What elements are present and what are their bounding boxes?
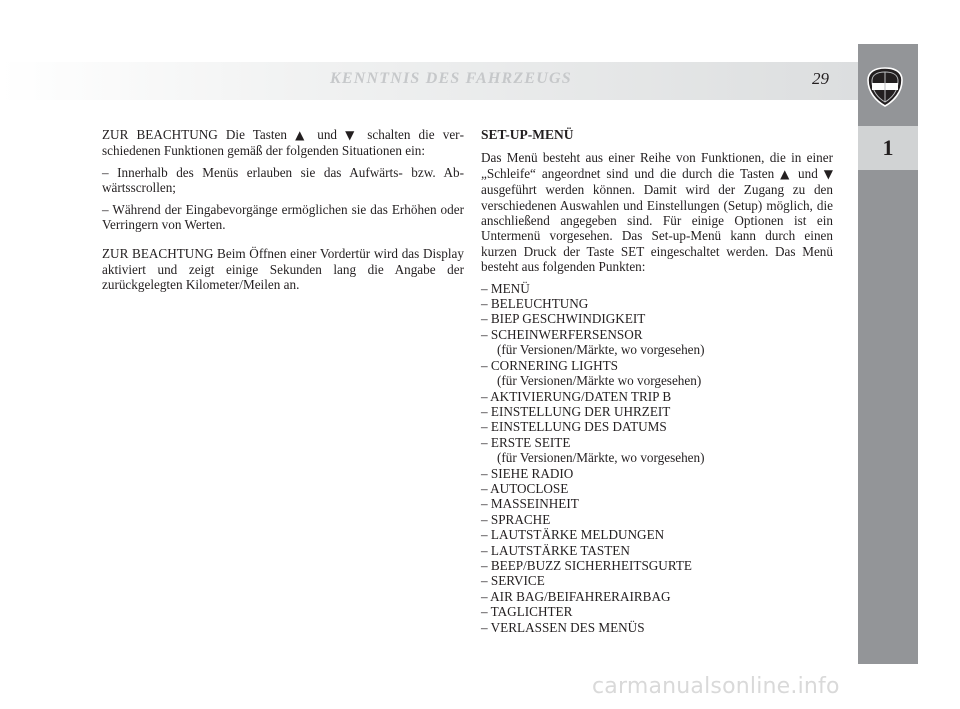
list-item: – SCHEINWERFERSENSOR (für Versionen/Märkte, wo vorgesehen) [481,327,833,358]
running-header-title: KENNTNIS DES FAHRZEUGS [330,70,572,87]
list-item-note: (für Versionen/Märkte, wo vorgesehen) [497,450,705,466]
list-item: – AIR BAG/BEIFAHRERAIRBAG [481,588,671,604]
list-item: – MASSEINHEIT [481,496,579,512]
left-column [102,127,464,299]
list-item: – AKTIVIERUNG/DATEN TRIP B [481,388,672,404]
note-door: ZUR BEACHTUNG Beim Öffnen einer Vordertür wird das Display aktiviert und zeigt einige Sekunden lang die Angabe der zurückgelegten Kilometer/Meilen an. [102,246,464,293]
list-item: – SERVICE [481,573,545,589]
note-scroll: – Innerhalb des Menüs erlauben sie das Aufwärts- bzw. Abwärtsscrollen; [102,164,464,196]
note-adjust: – Während der Eingabevorgänge ermöglichen sie das Erhöhen oder Verringern von Werten. [102,201,464,233]
triangle-up-icon: ▲ [780,166,793,181]
triangle-down-icon: ▼ [823,166,833,181]
list-item: – EINSTELLUNG DES DATUMS [481,419,667,435]
setup-intro: Das Menü besteht aus einer Reihe von Funktionen, die in einer „Schleife“ angeordnet sind und die durch die Tasten ▲ und ▼ ausgeführt werden können. Damit wird der Zugang zu den verschiedenen Auswahlen und Einstellungen (Setup) möglich, die anschließend angegeben sind. Für einige Optionen ist ein Untermenü vorgesehen. Das Set-up-Menü kann durch einen kurzen Druck der Taste SET eingeschaltet werden. Das Menü besteht aus folgenden Punkten: [481,150,833,275]
chapter-tab: 1 [858,126,918,170]
list-item: – LAUTSTÄRKE MELDUNGEN [481,527,665,543]
note-arrow-keys: ZUR BEACHTUNG Die Tasten ▲ und ▼ schalten die verschiedenen Funktionen gemäß der folgenden Situationen ein: [102,127,464,159]
list-item: – VERLASSEN DES MENÜS [481,619,645,635]
page-number: 29 [812,69,829,88]
list-item: – SIEHE RADIO [481,465,574,481]
list-item: – BELEUCHTUNG [481,296,589,312]
list-item: – BIEP GESCHWINDIGKEIT [481,311,646,327]
list-item-note: (für Versionen/Märkte, wo vorgesehen) [497,342,705,358]
right-column [481,127,833,635]
list-item: – EINSTELLUNG DER UHRZEIT [481,403,671,419]
list-item: – BEEP/BUZZ SICHERHEITSGURTE [481,557,692,573]
list-item-note: (für Versionen/Märkte wo vorgesehen) [497,373,702,389]
list-item: – CORNERING LIGHTS (für Versionen/Märkte wo vorgesehen) [481,358,833,389]
list-item: – AUTOCLOSE [481,480,569,496]
list-item: – MENÜ [481,280,530,296]
watermark: carmanualsonline.info [592,674,840,699]
section-title: SET-UP-MENÜ [481,127,574,142]
list-item: – SPRACHE [481,511,551,527]
list-item: – TAGLICHTER [481,604,573,620]
triangle-up-icon: ▲ [295,128,310,142]
triangle-down-icon: ▼ [345,128,360,142]
list-item: – LAUTSTÄRKE TASTEN [481,542,630,558]
list-item: – ERSTE SEITE (für Versionen/Märkte, wo vorgesehen) [481,435,833,466]
lancia-logo-icon [864,66,906,108]
setup-menu-list [481,281,833,635]
